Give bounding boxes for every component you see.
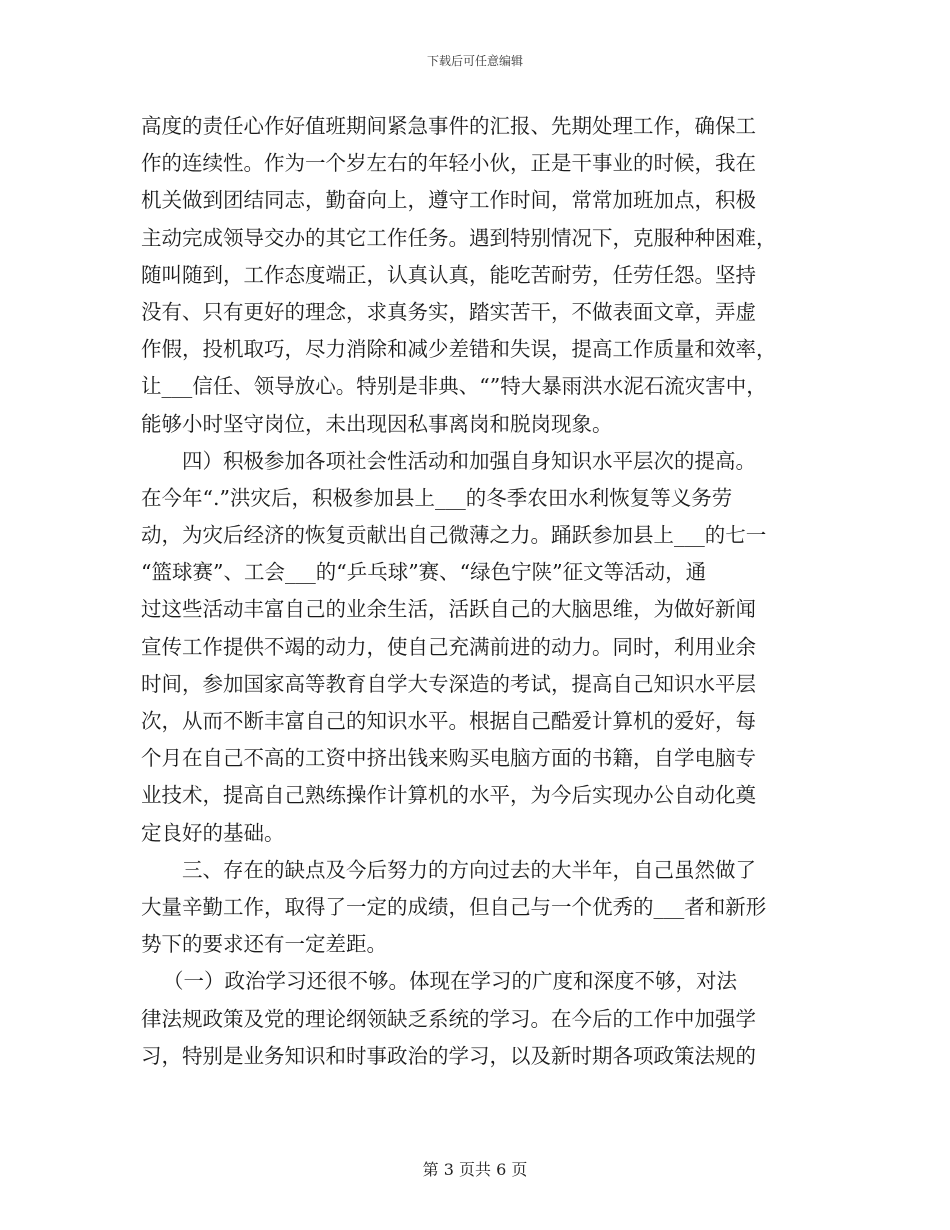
text-line: 习，特别是业务知识和时事政治的学习，以及新时期各项政策法规的 xyxy=(141,1043,756,1068)
text-line: 大量辛勤工作，取得了一定的成绩，但自己与一个优秀的___者和新形 xyxy=(141,894,767,919)
text-line: 在今年“.”洪灾后，积极参加县上___的冬季农田水利恢复等义务劳 xyxy=(141,485,733,510)
text-line: 主动完成领导交办的其它工作任务。遇到特别情况下，克服种种困难， xyxy=(141,225,777,250)
text-line: 没有、只有更好的理念，求真务实，踏实苦干，不做表面文章，弄虚 xyxy=(141,299,756,324)
text-line: 随叫随到，工作态度端正，认真认真，能吃苦耐劳，任劳任怨。坚持 xyxy=(141,262,756,287)
page-number: 第 3 页共 6 页 xyxy=(422,1160,528,1179)
text-line: 时间，参加国家高等教育自学大专深造的考试，提高自己知识水平层 xyxy=(141,671,756,696)
text-line: 过这些活动丰富自己的业余生活，活跃自己的大脑思维，为做好新闻 xyxy=(141,597,756,622)
text-line: 定良好的基础。 xyxy=(141,820,285,845)
text-line: 机关做到团结同志，勤奋向上，遵守工作时间，常常加班加点，积极 xyxy=(141,188,756,213)
text-line: 动，为灾后经济的恢复贡献出自己微薄之力。踊跃参加县上___的七一 xyxy=(141,523,767,548)
paragraph-start: 四）积极参加各项社会性活动和加强自身知识水平层次的提高。 xyxy=(182,448,756,473)
text-line: 让___信任、领导放心。特别是非典、“”特大暴雨洪水泥石流灾害中， xyxy=(141,374,767,399)
text-line: 个月在自己不高的工资中挤出钱来购买电脑方面的书籍，自学电脑专 xyxy=(141,746,756,771)
page-header: 下载后可任意编辑 xyxy=(426,54,523,68)
text-line: 律法规政策及党的理论纲领缺乏系统的学习。在今后的工作中加强学 xyxy=(141,1006,756,1031)
text-line: 势下的要求还有一定差距。 xyxy=(141,932,387,957)
document-body xyxy=(141,108,813,1075)
text-line: 宣传工作提供不竭的动力，使自己充满前进的动力。同时，利用业余 xyxy=(141,634,756,659)
paragraph-start: 三、存在的缺点及今后努力的方向过去的大半年，自己虽然做了 xyxy=(182,857,756,882)
text-line: “篮球赛”、工会___的“乒乓球”赛、“绿色宁陕”征文等活动，通 xyxy=(141,560,707,585)
text-line: 次，从而不断丰富自己的知识水平。根据自己酷爱计算机的爱好，每 xyxy=(141,709,756,733)
text-line: 作的连续性。作为一个岁左右的年轻小伙，正是干事业的时候，我在 xyxy=(141,151,756,176)
text-line: 业技术，提高自己熟练操作计算机的水平，为今后实现办公自动化奠 xyxy=(141,783,756,808)
text-line: 能够小时坚守岗位，未出现因私事离岗和脱岗现象。 xyxy=(141,411,613,436)
paragraph-start: （一）政治学习还很不够。体现在学习的广度和深度不够，对法 xyxy=(163,969,737,994)
text-line: 高度的责任心作好值班期间紧急事件的汇报、先期处理工作，确保工 xyxy=(141,114,756,138)
text-line: 作假，投机取巧，尽力消除和减少差错和失误，提高工作质量和效率， xyxy=(141,337,777,362)
